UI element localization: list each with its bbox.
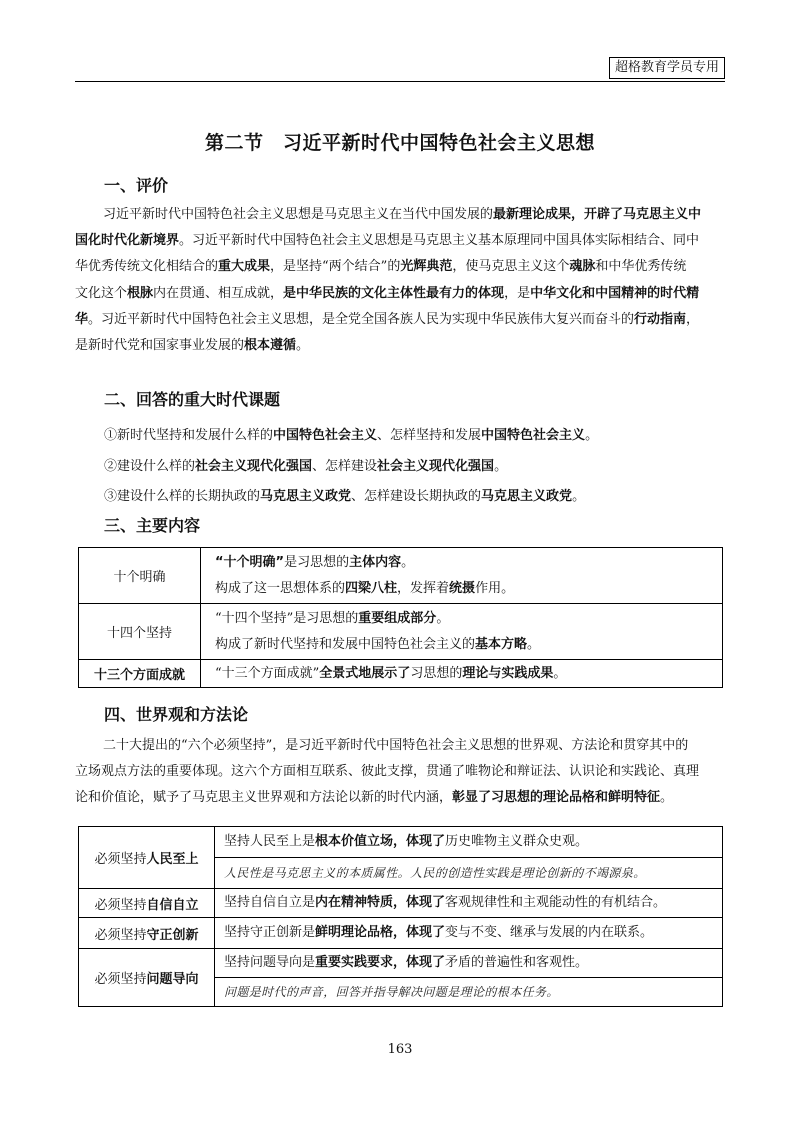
heading-questions: 二、回答的重大时代课题 <box>104 390 281 409</box>
table-row <box>79 604 723 660</box>
section-title: 第二节 习近平新时代中国特色社会主义思想 <box>204 132 595 154</box>
six-must-adhere-table <box>78 826 723 1007</box>
question-item: ①新时代坚持和发展什么样的中国特色社会主义、怎样坚持和发展中国特色社会主义。 <box>104 428 599 443</box>
header-rule <box>75 81 725 82</box>
row-label: 必须坚持自信自立 <box>79 889 215 918</box>
table-row <box>79 889 723 918</box>
row-label: 必须坚持问题导向 <box>79 949 215 1007</box>
question-item: ③建设什么样的长期执政的马克思主义政党、怎样建设长期执政的马克思主义政党。 <box>104 489 586 504</box>
header-tag: 超格教育学员专用 <box>609 57 725 79</box>
table-row <box>79 660 723 688</box>
row-content: 坚持守正创新是鲜明理论品格，体现了变与不变、继承与发展的内在联系。 <box>215 918 723 949</box>
row-content: 坚持人民至上是根本价值立场，体现了历史唯物主义群众史观。 <box>215 827 723 858</box>
heading-main-content: 三、主要内容 <box>104 516 201 535</box>
row-note: 问题是时代的声音，回答并指导解决问题是理论的根本任务。 <box>215 978 723 1007</box>
row-note: 人民性是马克思主义的本质属性。人民的创造性实践是理论创新的不竭源泉。 <box>215 858 723 889</box>
main-content-table <box>78 547 723 688</box>
heading-evaluation: 一、评价 <box>104 176 169 195</box>
page-number: 163 <box>387 1042 413 1057</box>
row-label: 十三个方面成就 <box>79 660 201 688</box>
row-label: 必须坚持守正创新 <box>79 918 215 949</box>
row-content: “十三个方面成就”全景式地展示了习思想的理论与实践成果。 <box>201 660 723 688</box>
row-label: 十四个坚持 <box>79 604 201 660</box>
row-label: 十个明确 <box>79 548 201 604</box>
row-content: 坚持问题导向是重要实践要求，体现了矛盾的普遍性和客观性。 <box>215 949 723 978</box>
row-label: 必须坚持人民至上 <box>79 827 215 889</box>
worldview-paragraph: 二十大提出的“六个必须坚持”，是习近平新时代中国特色社会主义思想的世界观、方法论和贯穿其中的 立场观点方法的重要体现。这六个方面相互联系、彼此支撑，贯通了唯物论和辩证法、认识论和实践论、真理 论和价值论，赋予了马克思主义世界观和方法论以新的时代内涵，彰显了习思想的理论品格和鲜明特征。 <box>75 738 700 806</box>
row-content: “十四个坚持”是习思想的重要组成部分。 构成了新时代坚持和发展中国特色社会主义的基本方略。 <box>201 604 723 660</box>
row-content: 坚持自信自立是内在精神特质，体现了客观规律性和主观能动性的有机结合。 <box>215 889 723 918</box>
table-row <box>79 827 723 858</box>
table-row <box>79 918 723 949</box>
question-item: ②建设什么样的社会主义现代化强国、怎样建设社会主义现代化强国。 <box>104 459 508 474</box>
table-row <box>79 548 723 604</box>
row-content: “十个明确”是习思想的主体内容。 构成了这一思想体系的四梁八柱，发挥着统摄作用。 <box>201 548 723 604</box>
heading-worldview: 四、世界观和方法论 <box>104 705 249 724</box>
evaluation-paragraph: 习近平新时代中国特色社会主义思想是马克思主义在当代中国发展的最新理论成果，开辟了马克思主义中 国化时代化新境界。习近平新时代中国特色社会主义思想是马克思主义基本原理同中国具体实际相结合、同中 华优秀传统文化相结合的重大成果，是坚持“两个结合”的光辉典范，使马克思主义这个魂脉和中华优秀传统 文化这个根脉内在贯通、相互成就，是中华民族的文化主体性最有力的体现，是中华文化和中国精神的时代精 华。习近平新时代中国特色社会主义思想，是全党全国各族人民为实现中华民族伟大复兴而奋斗的行动指南， 是新时代党和国家事业发展的根本遵循。 <box>75 207 702 354</box>
table-row <box>79 949 723 978</box>
